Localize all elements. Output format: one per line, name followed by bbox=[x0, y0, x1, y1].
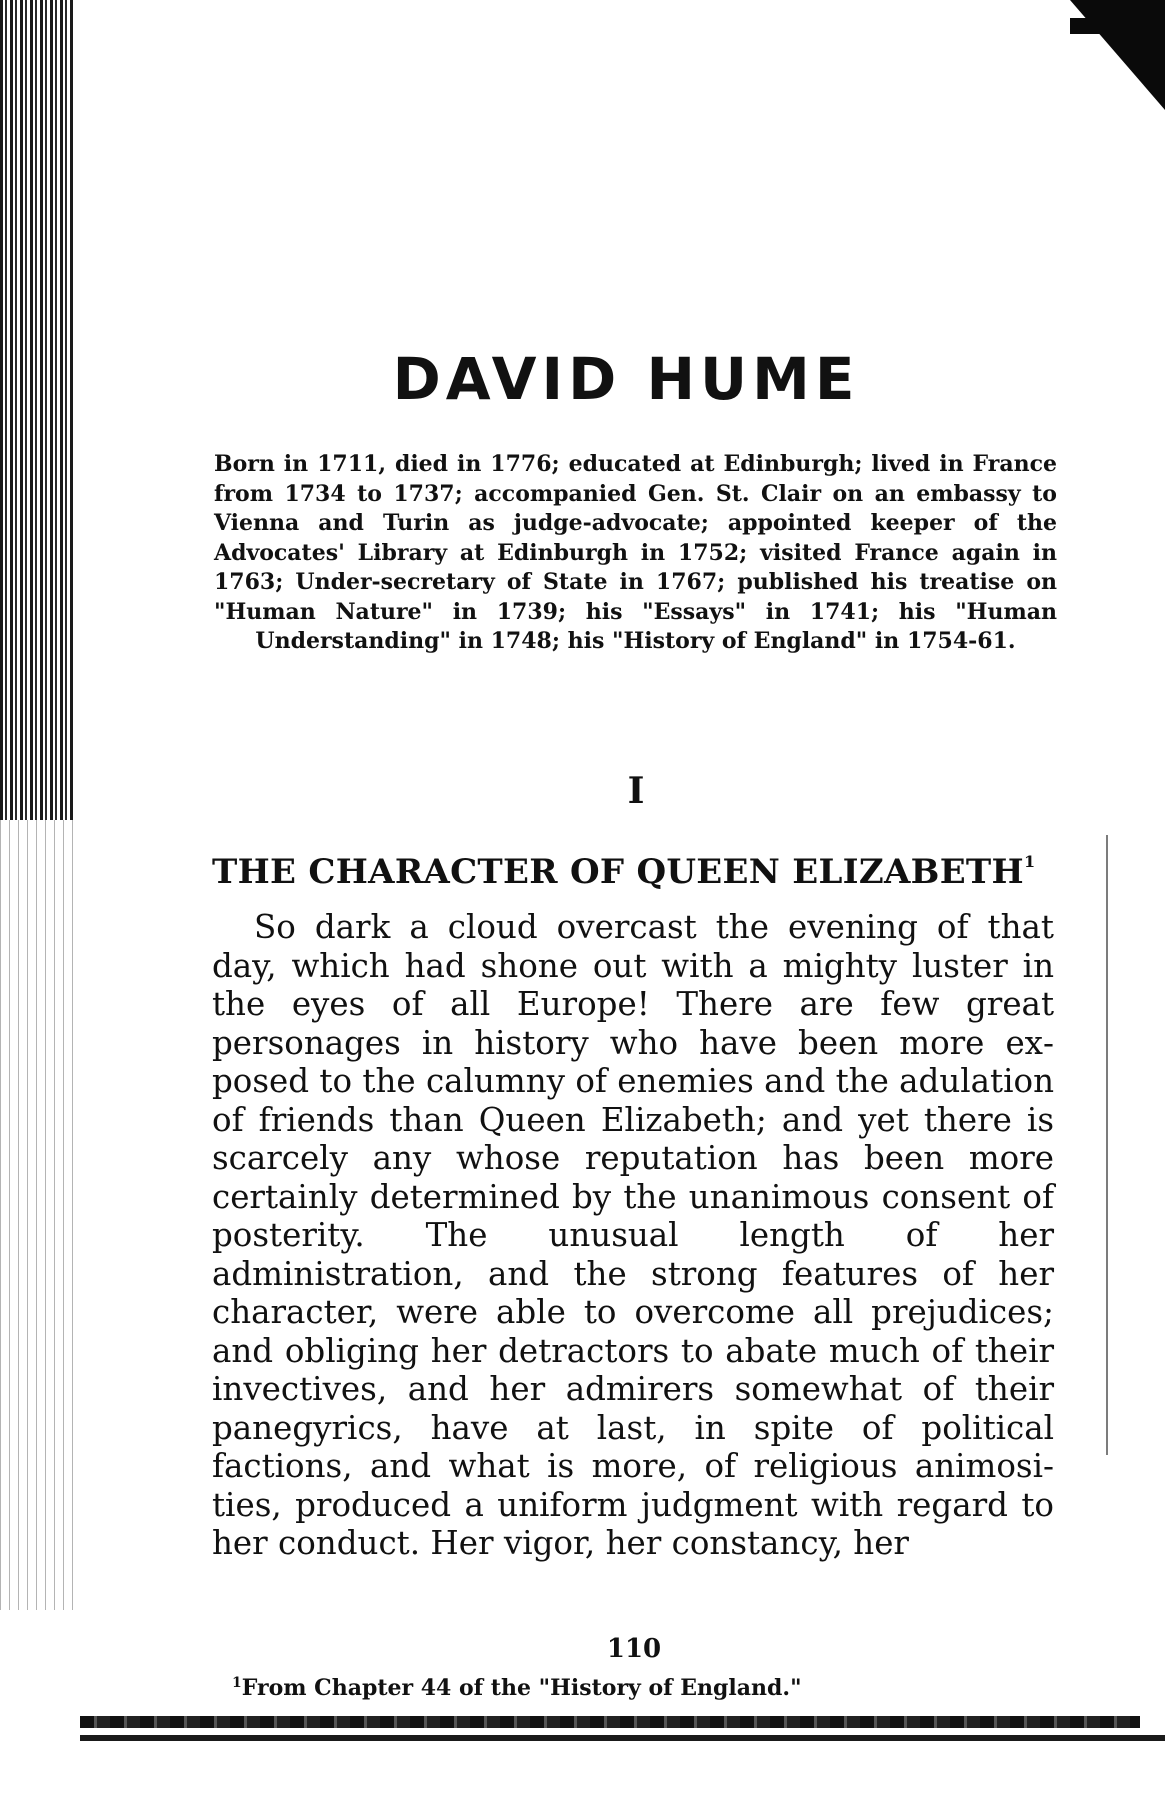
footnote-marker: 1 bbox=[232, 1675, 242, 1691]
footnote-reference[interactable]: 1 bbox=[1023, 852, 1036, 871]
page-title: DAVID HUME bbox=[392, 345, 860, 413]
book-spine-fade bbox=[0, 820, 75, 1610]
page-number: 110 bbox=[606, 1634, 662, 1664]
footnote bbox=[232, 1675, 1032, 1701]
page-corner-bar bbox=[1070, 18, 1165, 34]
chapter-title-text: THE CHARACTER OF QUEEN ELIZABETH bbox=[212, 852, 1024, 892]
bottom-scan-edge bbox=[80, 1716, 1140, 1728]
footnote-text: From Chapter 44 of the "History of England." bbox=[241, 1675, 802, 1701]
body-paragraph: So dark a cloud overcast the evening of that day, which had shone out with a mighty luster in the eyes of all Europe! There are few great personages in history who have been more exposed to the calumny of enemies and the adulation of friends than Queen Elizabeth; and yet there is scarcely any whose reputation has been more certainly determined by the unanimous consent of posterity. The unusual length of her administration, and the strong features of her character, were able to overcome all prejudices; and obliging her detractors to abate much of their invectives, and her admirers somewhat of their panegyrics, have at last, in spite of political factions, and what is more, of religious animosities, produced a uniform judgment with regard to her conduct. Her vigor, her constancy, her bbox=[212, 908, 1054, 1562]
page-corner-shadow bbox=[1070, 0, 1165, 110]
chapter-number: I bbox=[627, 770, 645, 812]
bottom-scan-line bbox=[80, 1735, 1165, 1741]
page-edge-line bbox=[1106, 835, 1108, 1455]
author-bio: Born in 1711, died in 1776; educated at Edinburgh; lived in France from 1734 to 1737; accompanied Gen. St. Clair on an embassy to Vienna and Turin as judge-advocate; appointed keeper of the Advocates' Library at Edinburgh in 1752; visited France again in 1763; Under-secretary of State in 1767; published his treatise on "Human Nature" in 1739; his "Essays" in 1741; his "Human Understanding" in 1748; his "History of England" in 1754-61. bbox=[214, 451, 1057, 654]
chapter-title bbox=[212, 852, 1092, 892]
